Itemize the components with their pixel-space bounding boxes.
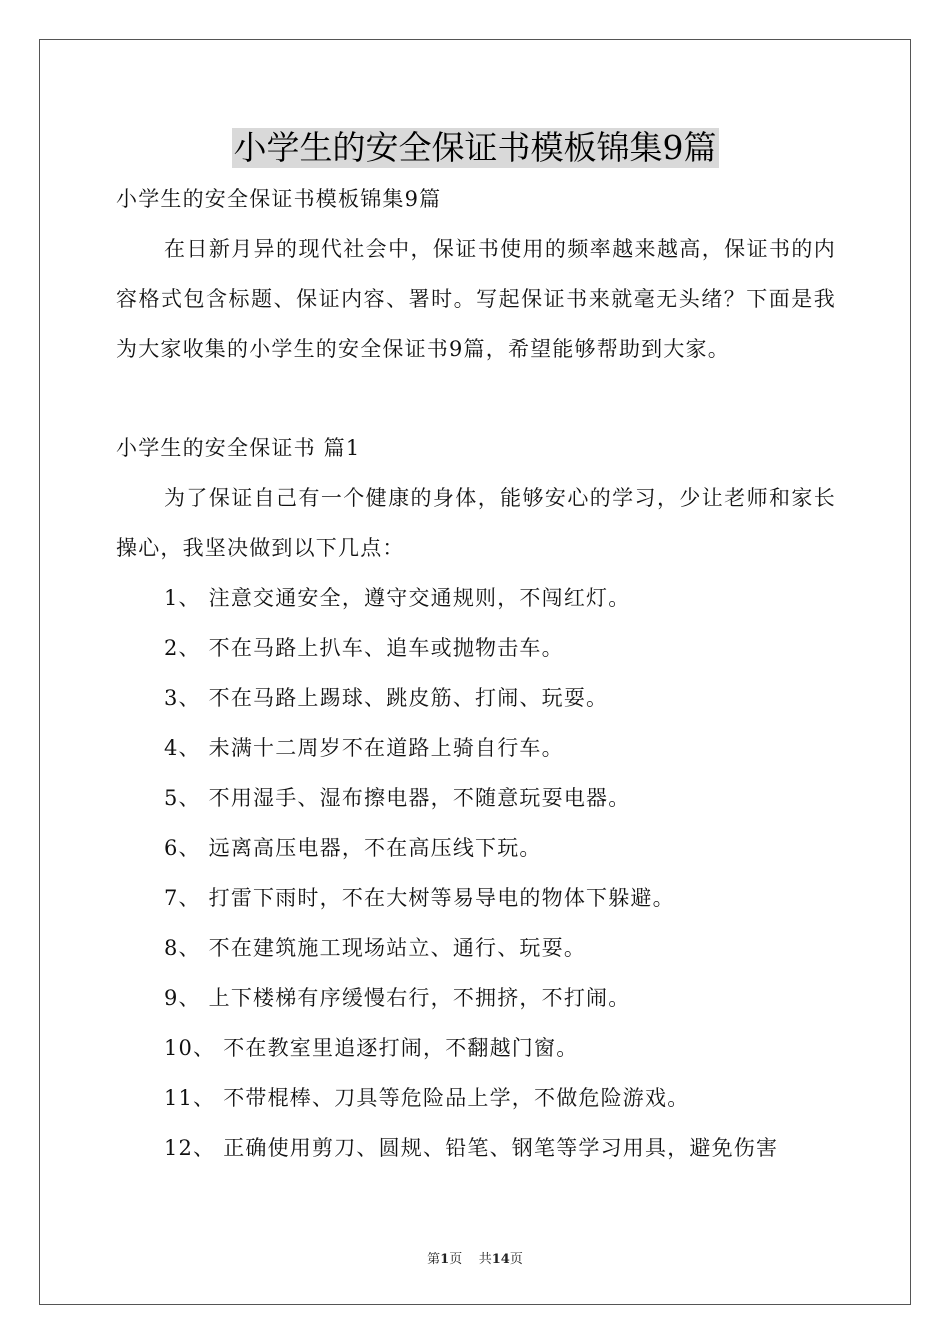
intro-paragraph: 在日新月异的现代社会中，保证书使用的频率越来越高，保证书的内容格式包含标题、保证内容、署时。写起保证书来就毫无头绪？下面是我为大家收集的小学生的安全保证书9篇，希望能够帮助到大家。 — [116, 237, 836, 361]
list-item: 7、 打雷下雨时，不在大树等易导电的物体下躲避。 — [164, 886, 675, 910]
section-heading: 小学生的安全保证书 篇1 — [116, 436, 361, 460]
footer-total-suffix: 页 — [509, 1252, 523, 1267]
list-item: 4、 未满十二周岁不在道路上骑自行车。 — [164, 736, 564, 760]
footer-page-number: 1 — [440, 1252, 450, 1267]
footer-total-pages: 14 — [491, 1252, 510, 1267]
title-wrap — [0, 128, 950, 168]
list-item: 12、 正确使用剪刀、圆规、铅笔、钢笔等学习用具，避免伤害 — [164, 1136, 779, 1160]
document-title: 小学生的安全保证书模板锦集9篇 — [233, 128, 717, 167]
document-subtitle: 小学生的安全保证书模板锦集9篇 — [116, 187, 442, 211]
page-footer — [0, 1248, 950, 1267]
list-item: 1、 注意交通安全，遵守交通规则，不闯红灯。 — [164, 586, 631, 610]
list-item: 8、 不在建筑施工现场站立、通行、玩耍。 — [164, 936, 587, 960]
footer-total-prefix: 共 — [478, 1252, 492, 1267]
footer-page-prefix: 第 — [427, 1252, 441, 1267]
list-item: 2、 不在马路上扒车、追车或抛物击车。 — [164, 636, 564, 660]
list-item: 11、 不带棍棒、刀具等危险品上学，不做危险游戏。 — [164, 1086, 690, 1110]
section-intro-paragraph: 为了保证自己有一个健康的身体，能够安心的学习，少让老师和家长操心，我坚决做到以下几点： — [116, 486, 836, 560]
list-item: 10、 不在教室里追逐打闹，不翻越门窗。 — [164, 1036, 579, 1060]
list-item: 9、 上下楼梯有序缓慢右行，不拥挤，不打闹。 — [164, 986, 631, 1010]
list-item: 5、 不用湿手、湿布擦电器，不随意玩耍电器。 — [164, 786, 631, 810]
list-item: 3、 不在马路上踢球、跳皮筋、打闹、玩耍。 — [164, 686, 609, 710]
list-item: 6、 远离高压电器，不在高压线下玩。 — [164, 836, 542, 860]
footer-page-suffix: 页 — [449, 1252, 463, 1267]
